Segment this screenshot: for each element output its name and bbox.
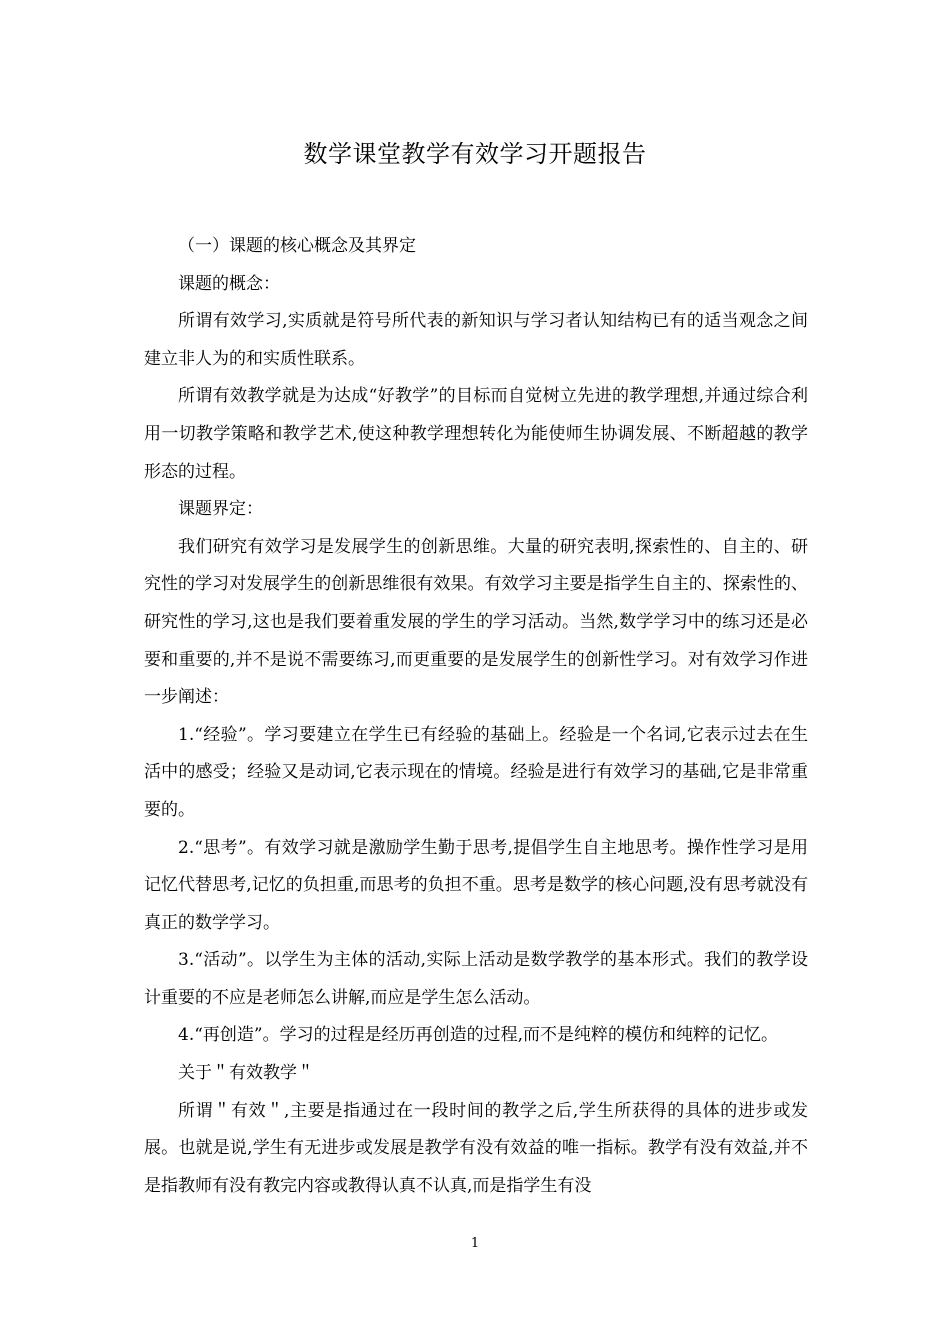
- paragraph-effective-learning: 所谓有效学习,实质就是符号所代表的新知识与学习者认知结构已有的适当观念之间建立非人为的和实质性联系。: [144, 311, 808, 369]
- section-heading: （一）课题的核心概念及其界定: [178, 236, 416, 256]
- document-title: 数学课堂教学有效学习开题报告: [303, 140, 647, 168]
- list-item-thinking: 2.“思考”。有效学习就是激励学生勤于思考,提倡学生自主地思考。操作性学习是用记忆代替思考,记忆的负担重,而思考的负担不重。思考是数学的核心问题,没有思考就没有真正的数学学习。: [144, 837, 808, 933]
- subheading-effective-teaching: 关于＂有效教学＂: [178, 1063, 314, 1084]
- paragraph-research: 我们研究有效学习是发展学生的创新思维。大量的研究表明,探索性的、自主的、研究性的学习对发展学生的创新思维很有效果。有效学习主要是指学生自主的、探索性的、研究性的学习,这也是我们要着重发展的学生的学习活动。当然,数学学习中的练习还是必要和重要的,并不是说不需要练习,而更重要的是发展学生的创新性学习。对有效学习作进一步阐述：: [144, 536, 808, 708]
- list-item-recreation: 4.“再创造”。学习的过程是经历再创造的过程,而不是纯粹的模仿和纯粹的记忆。: [178, 1025, 779, 1046]
- subheading-concept: 课题的概念：: [178, 273, 280, 294]
- list-item-activity: 3.“活动”。以学生为主体的活动,实际上活动是数学教学的基本形式。我们的教学设计重要的不应是老师怎么讲解,而应是学生怎么活动。: [144, 950, 808, 1008]
- document-body: [144, 228, 808, 1205]
- page-number: 1: [470, 1236, 480, 1251]
- paragraph-effective-teaching: 所谓有效教学就是为达成“好教学”的目标而自觉树立先进的教学理想,并通过综合利用一切教学策略和教学艺术,使这种教学理想转化为能使师生协调发展、不断超越的教学形态的过程。: [144, 386, 808, 482]
- subheading-definition: 课题界定：: [178, 499, 263, 520]
- paragraph-effective-meaning: 所谓＂有效＂,主要是指通过在一段时间的教学之后,学生所获得的具体的进步或发展。也就是说,学生有无进步或发展是教学有没有效益的唯一指标。教学有没有效益,并不是指教师有没有教完内容或教得认真不认真,而是指学生有没: [144, 1100, 808, 1196]
- list-item-experience: 1.“经验”。学习要建立在学生已有经验的基础上。经验是一个名词,它表示过去在生活中的感受；经验又是动词,它表示现在的情境。经验是进行有效学习的基础,它是非常重要的。: [144, 724, 808, 820]
